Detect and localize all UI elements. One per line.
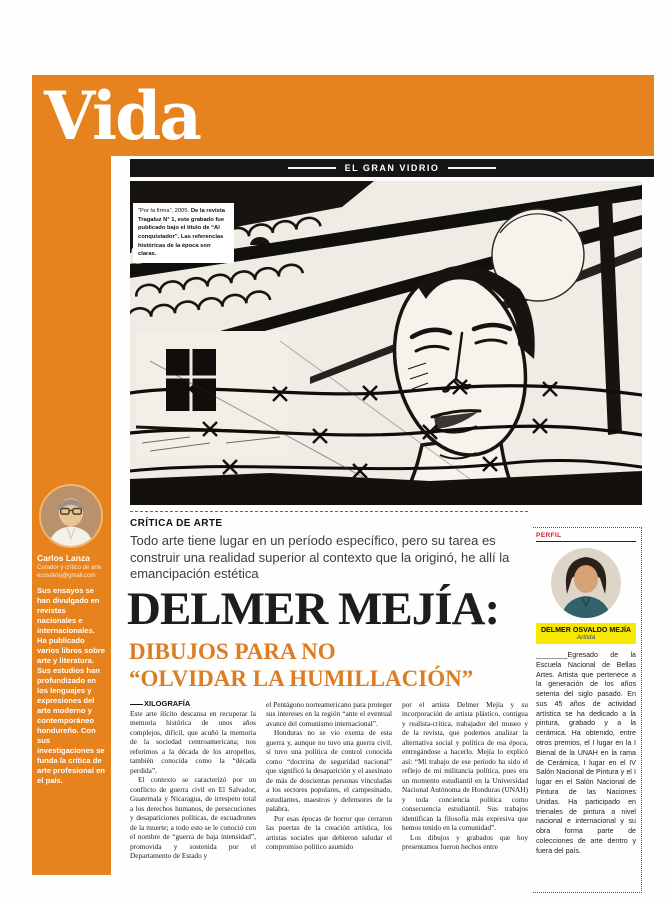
section-title: Vida xyxy=(44,77,201,155)
strap-rule-left xyxy=(288,167,336,169)
subhead-line-1: DIBUJOS PARA NO xyxy=(129,639,336,664)
headline: DELMER MEJÍA: xyxy=(127,583,500,635)
profile-name: DELMER OSVALDO MEJÍA xyxy=(540,626,632,634)
dashed-rule xyxy=(130,511,528,512)
paragraph: Este arte ilícito descansa en recuperar la memoria histórica de unos años complejos, difícil, que acuñó la memoria de la sociedad centroamericana; nos referimos a la década de los atropellos, también conocida como la “década perdida”. xyxy=(130,709,256,775)
strap-label: EL GRAN VIDRIO xyxy=(344,163,440,173)
body-column-3 xyxy=(402,700,528,891)
standfirst: Todo arte tiene lugar en un período específico, pero su tarea es construir una realidad superior al contexto que la originó, he allí la emancipación estética xyxy=(130,533,510,581)
strap-bar xyxy=(130,159,654,177)
paragraph: el Pentágono norteamericano para proteger sus intereses en la región “ante el eventual avance del comunismo internacional”. xyxy=(266,700,392,728)
paragraph: Los dibujos y grabados que hoy presentamos fueron hechos entre xyxy=(402,832,528,852)
author-bio: Sus ensayos se han divulgado en revistas nacionales e internacionales. Ha publicado varios libros sobre arte y literatura. Sus estudios han profundizado en los lenguajes y expresiones del arte moderno y contemporáneo hondureño. Con sus investigaciones se funda la crítica de arte profesional en el país. xyxy=(37,586,105,786)
body-column-2 xyxy=(266,700,392,891)
profile-nameplate xyxy=(536,623,636,644)
caption-regular: “Por la firma”, 2005. xyxy=(138,208,191,214)
paragraph: por el artista Delmer Mejía y su incorporación de artista plástico, contigua y realista-crítica, trabajador del museo y de la revista, que podemos analizar la alternativa social y política de esa época, entregándose a hacerlo. Mejía lo explicó así: “Mi trabajo de ese período ha sido el reflejo de mi militancia política, pues era un momento estudiantil en la Universidad Nacional Autónoma de Honduras (UNAH) y toda conciencia política como consecuencia estudiantil. Sus trabajos identifican la filosofía más expresiva que hemos tenido en la comunidad”. xyxy=(402,700,528,833)
author-role xyxy=(37,564,107,580)
author-email: ecosdelsj@gmail.com xyxy=(37,573,96,580)
profile-box xyxy=(533,527,642,893)
lead-label: XILOGRAFÍA xyxy=(130,699,190,708)
photo-caption xyxy=(133,203,234,263)
subheadline xyxy=(129,638,539,692)
profile-role: Artista xyxy=(576,634,596,641)
author-avatar-art xyxy=(41,486,101,546)
subhead-line-2: “OLVIDAR LA HUMILLACIÓN” xyxy=(129,666,474,691)
strap-rule-right xyxy=(448,167,496,169)
profile-avatar xyxy=(551,548,621,618)
profile-label: PERFIL xyxy=(536,532,562,539)
paragraph: Honduras no se vio exenta de esta guerra y, aunque no tuvo una guerra civil, sí tuvo una política de control conocida como “doctrina de seguridad nacional” que significó la desaparición y el asesinato de más de doscientas personas vinculadas a los sectores populares, el campesinado, estudiantes, maestros y defensores de la palabra. xyxy=(266,728,392,814)
body-column-1 xyxy=(130,709,256,891)
author-avatar xyxy=(39,484,103,548)
author-name: Carlos Lanza xyxy=(37,553,90,563)
profile-rule xyxy=(536,541,636,542)
paragraph: Por esas épocas de horror que cerraron las puertas de la creación artística, los artistas sociales que debieron saludar el compromiso político asumido xyxy=(266,813,392,852)
caption-bold: De la revista Tragaluz N° 1, este grabado fue publicado bajo el título de “Al conquistador”. Las referencias históricas de la época son claras. xyxy=(138,208,226,258)
paragraph: El contexto se caracterizó por un conflicto de guerra civil en El Salvador, Guatemala y Nicaragua, de irrespeto total a los derechos humanos, de persecuciones y desapariciones políticas, de escuadrones de la muerte; a todo esto se le conoció con el nombre de “guerra de baja intensidad”, promovida y sostenida por el Departamento de Estado y xyxy=(130,775,256,861)
profile-bio: ________Egresado de la Escuela Nacional de Bellas Artes. Artista que pertenece a la generación de los años setenta del siglo pasado. En sus 45 años de actividad artística se ha dedicado a la pintura, grabado y a la cerámica. Ha obtenido, entre otros premios, el I lugar en la I Bienal de la UNAH en la rama de Cerámica, I lugar en el IV Salón Nacional de Pintura y el I lugar en el Salón Nacional de Pintura de las Naciones Unidas. Ha participado en trienales de pintura a nivel nacional e internacional y su obra forma parte de colecciones de arte dentro y fuera del país. xyxy=(536,651,636,855)
profile-avatar-art xyxy=(551,548,621,618)
article-kicker: CRÍTICA DE ARTE xyxy=(130,518,223,529)
author-role-line: Curador y crítico de arte xyxy=(37,565,102,571)
